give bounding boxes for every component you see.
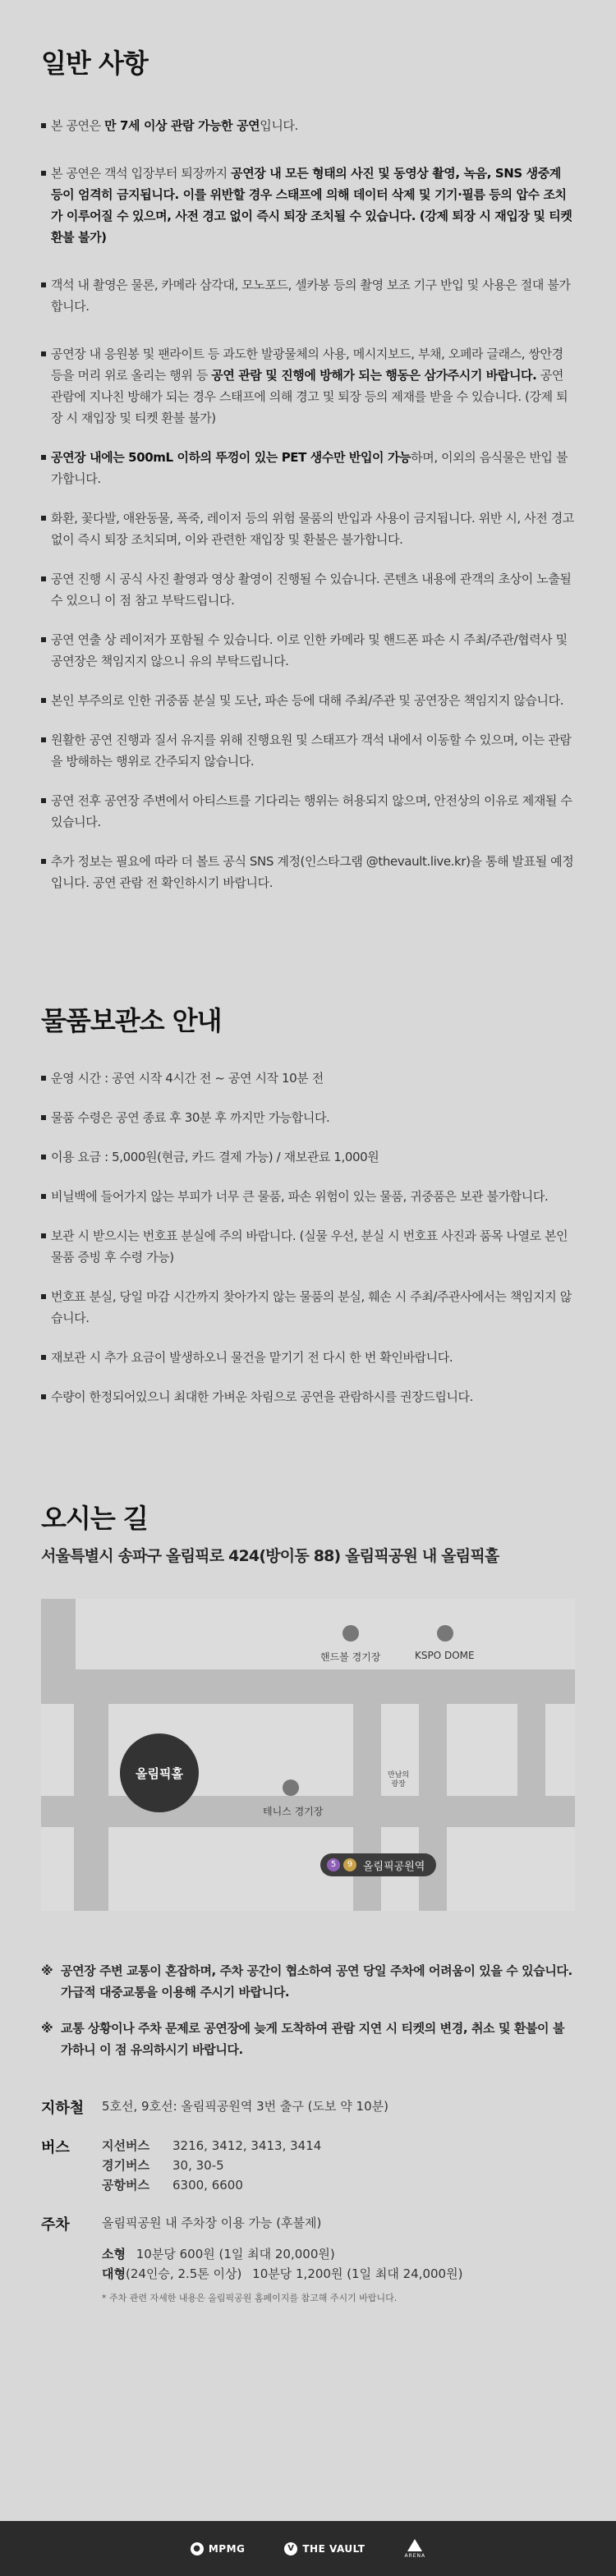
- note-mark: ※: [41, 1963, 53, 1978]
- peace-plaza-label: [388, 1771, 409, 1789]
- tennis-pin: [283, 1779, 299, 1796]
- list-item: 본인 부주의로 인한 귀중품 분실 및 도난, 파손 등에 대해 주최/주관 및 공연장은 책임지지 않습니다.: [41, 690, 575, 711]
- list-item: 공연 진행 시 공식 사진 촬영과 영상 촬영이 진행될 수 있습니다. 콘텐츠 내용에 관객의 초상이 노출될 수 있으니 이 점 참고 부탁드립니다.: [41, 568, 575, 611]
- venue-map: [41, 1599, 575, 1911]
- line5-icon: 5: [327, 1858, 340, 1871]
- map-road: [76, 1669, 575, 1704]
- map-road: [419, 1704, 447, 1911]
- list-item: 객석 내 촬영은 물론, 카메라 삼각대, 모노포드, 셀카봉 등의 촬영 보조 기구 반입 및 사용은 절대 불가합니다.: [41, 274, 575, 317]
- bus-list: [102, 2136, 321, 2195]
- kspo-label: KSPO DOME: [415, 1650, 475, 1661]
- list-item: 본 공연은 객석 입장부터 퇴장까지 공연장 내 모든 형태의 사진 및 동영상 촬영, 녹음, SNS 생중계 등이 엄격히 금지됩니다. 이를 위반할 경우 스태프에 의해 데이터 삭제 및 기기·필름 등의 압수 조치가 이루어질 수 있으며, 사전 경고 없이 즉시 퇴장 조치될 수 있습니다. (강제 퇴장 시 재입장 및 티켓 환불 불가): [41, 163, 575, 248]
- list-item: 공연 전후 공연장 주변에서 아티스트를 기다리는 행위는 허용되지 않으며, 안전상의 이유로 제재될 수 있습니다.: [41, 790, 575, 833]
- general-title: 일반 사항: [41, 48, 148, 79]
- traffic-note: ※ 교통 상황이나 주차 문제로 공연장에 늦게 도착하여 관람 지연 시 티켓의 변경, 취소 및 환불이 불가하니 이 점 유의하시기 바랍니다.: [41, 2018, 575, 2060]
- bus-type: 경기버스: [102, 2158, 149, 2173]
- vault-text: THE VAULT: [302, 2542, 365, 2555]
- parking-small-value: 10분당 600원 (1일 최대 20,000원): [136, 2247, 335, 2261]
- list-item: 공연장 내에는 500mL 이하의 뚜껑이 있는 PET 생수만 반입이 가능하며, 이외의 음식물은 반입 불가합니다.: [41, 447, 575, 489]
- transport-info: [41, 2096, 575, 2308]
- handball-label: 핸드볼 경기장: [320, 1651, 381, 1663]
- mpmg-icon: ●: [191, 2542, 204, 2555]
- map-road: [517, 1704, 545, 1796]
- triangle-icon: [407, 2539, 422, 2551]
- list-item: 이용 요금 : 5,000원(현금, 카드 결제 가능) / 재보관료 1,000원: [41, 1146, 575, 1168]
- general-section: [41, 0, 575, 893]
- parking-small: [102, 2244, 462, 2264]
- bus-item: [102, 2175, 321, 2195]
- storage-list: [41, 1068, 575, 1407]
- parking-row: [41, 2213, 575, 2308]
- station-badge: [320, 1853, 436, 1876]
- subway-text: 5호선, 9호선: 올림픽공원역 3번 출구 (도보 약 10분): [102, 2099, 388, 2114]
- footer: [0, 2521, 616, 2576]
- peace-plaza-line1: 만남의: [388, 1771, 410, 1779]
- list-item: 보관 시 받으시는 번호표 분실에 주의 바랍니다. (실물 우선, 분실 시 번호표 사진과 품목 나열로 본인 물품 증빙 후 수령 가능): [41, 1225, 575, 1268]
- bus-type: 지선버스: [102, 2138, 149, 2153]
- bus-type: 공항버스: [102, 2178, 149, 2193]
- kspo-pin: [437, 1625, 453, 1642]
- subway-label: 지하철: [41, 2100, 85, 2117]
- bus-numbers: 6300, 6600: [172, 2178, 243, 2193]
- list-item: 화환, 꽃다발, 애완동물, 폭죽, 레이저 등의 위험 물품의 반입과 사용이 금지됩니다. 위반 시, 사전 경고 없이 즉시 퇴장 조치되며, 이와 관련한 재입장 및 환불은 불가합니다.: [41, 507, 575, 550]
- tennis-label: 테니스 경기장: [263, 1806, 324, 1817]
- parking-large-cond: (24인승, 2.5톤 이상): [125, 2266, 242, 2281]
- bus-row: [41, 2136, 575, 2195]
- list-item: 재보관 시 추가 요금이 발생하오니 물건을 맡기기 전 다시 한 번 확인바랍니다.: [41, 1347, 575, 1368]
- emphasis-text: 공연장 내 모든 형태의 사진 및 동영상 촬영, 녹음, SNS 생중계 등이 엄격히 금지됩니다. 이를 위반할 경우 스태프에 의해 데이터 삭제 및 기기·필름 등의 압수 조치가 이루어질 수 있으며, 사전 경고 없이 즉시 퇴장 조치될 수 있습니다. (강제 퇴장 시 재입장 및 티켓 환불 불가): [51, 166, 572, 245]
- storage-section: [41, 1000, 575, 1407]
- parking-small-label: 소형: [102, 2247, 126, 2261]
- list-item: 번호표 분실, 당일 마감 시간까지 찾아가지 않는 물품의 분실, 훼손 시 주최/주관사에서는 책임지지 않습니다.: [41, 1286, 575, 1329]
- list-item: 추가 정보는 필요에 따라 더 볼트 공식 SNS 계정(인스타그램 @thevault.live.kr)을 통해 발표될 예정입니다. 공연 관람 전 확인하시기 바랍니다.: [41, 851, 575, 893]
- line9-icon: 9: [343, 1858, 356, 1871]
- traffic-notes: [41, 1960, 575, 2060]
- bus-numbers: 3216, 3412, 3413, 3414: [172, 2138, 322, 2153]
- arena-text: ARENA: [404, 2552, 426, 2559]
- bus-item: [102, 2136, 321, 2156]
- arena-logo: [404, 2539, 425, 2559]
- list-item: 공연장 내 응원봉 및 팬라이트 등 과도한 발광물체의 사용, 메시지보드, 부채, 오페라 글래스, 쌍안경 등을 머리 위로 올리는 행위 등 공연 관람 및 진행에 방해가 되는 행동은 삼가주시기 바랍니다. 공연 관람에 지나친 방해가 되는 경우 스태프에 의해 경고 및 퇴장 등의 제재를 받을 수 있습니다. (강제 퇴장 시 재입장 및 티켓 환불 불가): [41, 343, 575, 429]
- list-item: 물품 수령은 공연 종료 후 30분 후 까지만 가능합니다.: [41, 1107, 575, 1128]
- list-item: 공연 연출 상 레이저가 포함될 수 있습니다. 이로 인한 카메라 및 핸드폰 파손 시 주최/주관/협력사 및 공연장은 책임지지 않으니 유의 부탁드립니다.: [41, 629, 575, 672]
- parking-large-value: 10분당 1,200원 (1일 최대 24,000원): [252, 2266, 463, 2281]
- subway-row: [41, 2096, 575, 2118]
- vault-icon: V: [284, 2542, 297, 2555]
- note-mark: ※: [41, 2021, 53, 2036]
- parking-note: * 주차 관련 자세한 내용은 올림픽공원 홈페이지를 참고해 주시기 바랍니다.: [102, 2293, 398, 2303]
- olympic-hall-marker: 올림픽홀: [120, 1733, 199, 1812]
- bus-numbers: 30, 30-5: [172, 2158, 224, 2173]
- list-item: 운영 시간 : 공연 시작 4시간 전 ~ 공연 시작 10분 전: [41, 1068, 575, 1089]
- directions-section: [41, 1498, 575, 2308]
- bus-item: [102, 2156, 321, 2175]
- handball-pin: [342, 1625, 359, 1642]
- parking-info: [102, 2213, 462, 2308]
- mpmg-logo: [191, 2542, 246, 2555]
- list-item: 원활한 공연 진행과 질서 유지를 위해 진행요원 및 스태프가 객석 내에서 이동할 수 있으며, 이는 관람을 방해하는 행위로 간주되지 않습니다.: [41, 729, 575, 772]
- parking-intro: 올림픽공원 내 주차장 이용 가능 (후불제): [102, 2216, 322, 2230]
- venue-address: 서울특별시 송파구 올림픽로 424(방이동 88) 올림픽공원 내 올림픽홀: [41, 1547, 499, 1565]
- vault-logo: [284, 2542, 365, 2555]
- peace-plaza-line2: 광장: [391, 1780, 406, 1789]
- map-road: [353, 1704, 381, 1911]
- emphasis-text: 공연 관람 및 진행에 방해가 되는 행동은 삼가주시기 바랍니다.: [211, 368, 537, 383]
- list-item: 수량이 한정되어있으니 최대한 가벼운 차림으로 공연을 관람하시를 권장드립니다.: [41, 1386, 575, 1407]
- emphasis-text: 만 7세 이상 관람 가능한 공연: [104, 118, 260, 133]
- traffic-note: ※ 공연장 주변 교통이 혼잡하며, 주차 공간이 협소하여 공연 당일 주차에 어려움이 있을 수 있습니다. 가급적 대중교통을 이용해 주시기 바랍니다.: [41, 1960, 575, 2003]
- directions-title: 오시는 길: [41, 1503, 148, 1534]
- parking-label: 주차: [41, 2216, 70, 2234]
- parking-large: [102, 2264, 462, 2284]
- list-item: 비닐백에 들어가지 않는 부피가 너무 큰 물품, 파손 위험이 있는 물품, 귀중품은 보관 불가합니다.: [41, 1186, 575, 1207]
- parking-large-label: 대형: [102, 2266, 126, 2281]
- station-label: 올림픽공원역: [363, 1860, 425, 1873]
- emphasis-text: 공연장 내에는 500mL 이하의 뚜껑이 있는 PET 생수만 반입이 가능: [51, 450, 411, 465]
- map-road: [41, 1599, 76, 1704]
- general-list: [41, 115, 575, 893]
- storage-title: 물품보관소 안내: [41, 1005, 222, 1036]
- mpmg-text: MPMG: [208, 2542, 246, 2555]
- list-item: 본 공연은 만 7세 이상 관람 가능한 공연입니다.: [41, 115, 575, 136]
- bus-label: 버스: [41, 2139, 70, 2156]
